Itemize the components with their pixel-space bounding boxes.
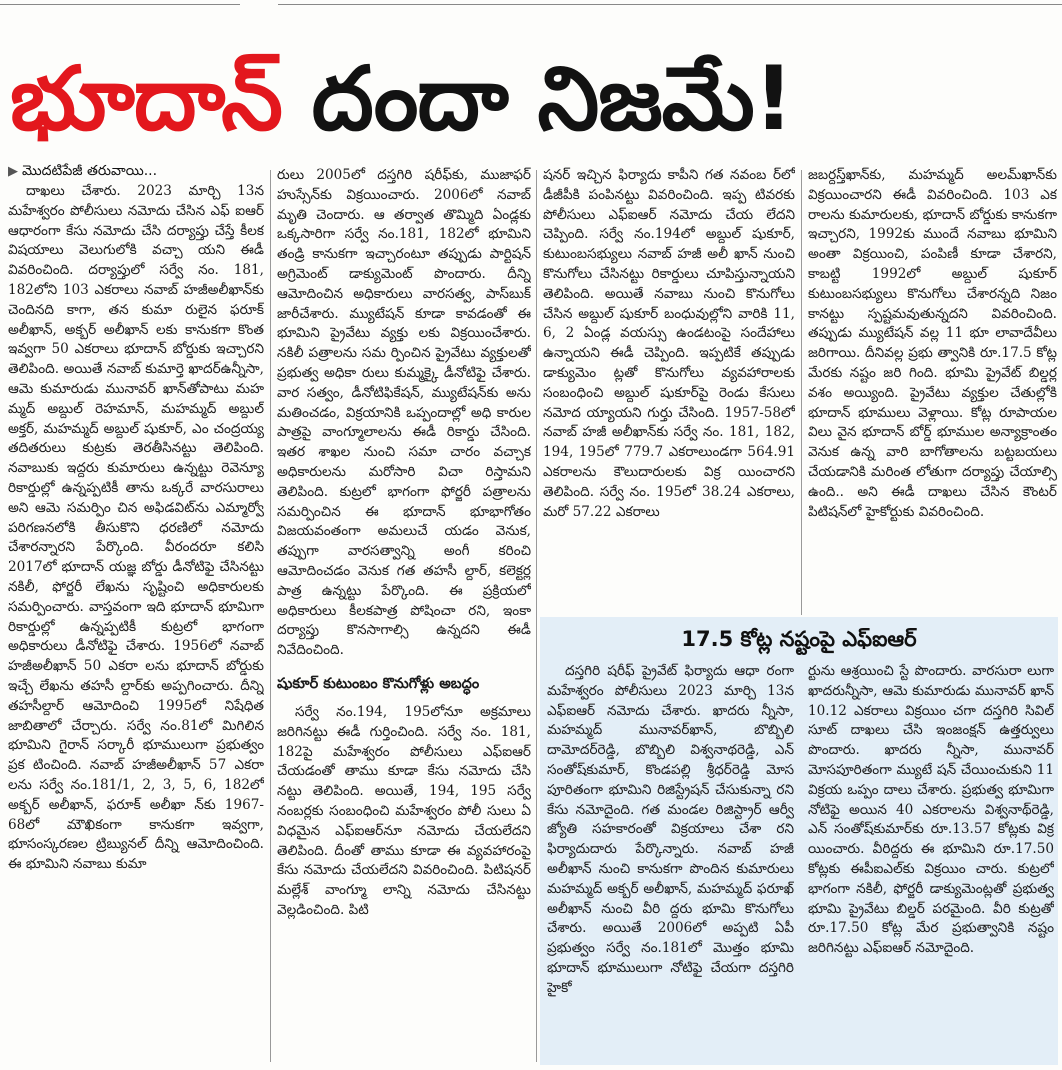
sidebar-box-right-column: [808, 662, 1054, 1060]
column-2-subheading: షుకూర్ కుటుంబం కొనుగోళ్లు అబద్ధం: [277, 675, 480, 692]
sidebar-box-right-text: ర్టును ఆశ్రయించి స్టే పొందారు. వారసురా లుగా ఖాదరున్నీసా, ఆమె కుమారుడు మునావర్ ఖాన్ 10.12 ఎకరాలు విక్రయిం చగా దస్తగిరి సివిల్ సూట్ దాఖలు చేసి ఇంజంక్షన్ ఉత్తర్వులు పొందారు. ఖాదరు న్నీసా, మునావర్ మోసపూరితంగా మ్యుటే షన్ చేయించుకుని 11 విక్రయ ఒప్పం దాలు చేశారు. ప్రభుత్వ భూమిగా నోటిఫై అయిన 40 ఎకరాలను విశ్వనాథ్‌రెడ్డి, ఎన్ సంతోష్‌కుమార్‌కు రూ.13.57 కోట్లకు విక్ర యించారు. వీరిద్దరు ఈ భూమిని రూ.17.50 కోట్లకు ఈపీఐఎల్‌కు విక్రయిం చారు. కుట్రలో భాగంగా నకిలీ, ఫోర్జరీ డాక్యుమెంట్లతో ప్రభుత్వ భూమి ప్రైవేటు బిల్డర్ పరమైంది. వీరి కుట్రతో రూ.17.50 కోట్ల మేర ప్రభుత్వానికి నష్టం జరిగినట్టు ఎఫ్ఐఆర్ నమోదైంది.: [808, 663, 1054, 957]
continued-from-text: మొదటిపేజీ తరువాయి...: [22, 163, 158, 179]
column-divider-2: [536, 170, 537, 1062]
sidebar-box-left-column: [547, 662, 794, 1060]
sidebar-box-left-text: దస్తగిరి షరీఫ్ ప్రైవేట్ ఫిర్యాదు ఆధా రంగా మహేశ్వరం పోలీసులు 2023 మార్చి 13న ఎఫ్ఐఆర్ నమోదు చేశారు. ఖాదరు న్నీసా, మహమ్మద్ మునావర్‌ఖాన్, బొబ్బిలి దామోదర్‌రెడ్డి, బొబ్బిలి విశ్వనాథరెడ్డి, ఎన్ సంతోష్‌కుమార్, కొండపల్లి శ్రీధర్‌రెడ్డి మోస పూరితంగా భూమిని రిజిస్ట్రేషన్ చేసుకున్నా రని కేసు నమోదైంది. గత మండల రిజిస్ట్రార్ ఆర్వీ జ్యోతి సహకారంతో విక్రయాలు చేశా రని ఫిర్యాదుదారు పేర్కొన్నారు. నవాబ్ హజీ అలీఖాన్ నుంచి కానుకగా పొందిన కుమారులు మహమ్మద్ అక్బర్ అలీఖాన్, మహమ్మద్ ఫరూఖ్ అలీఖాన్ నుంచి వీరి ద్దరు భూమి కొనుగోలు చేశారు. అయితే 2006లో అప్పటి ఏపీ ప్రభుత్వం సర్వే నం.181లో మొత్తం భూమి భూదాన్ భూములుగా నోటిఫై చేయగా దస్తగిరి హైకో: [547, 663, 794, 996]
sidebar-box-title: 17.5 కోట్ల నష్టంపై ఎఫ్ఐఆర్: [681, 627, 917, 651]
column-1: [8, 182, 264, 1062]
column-3-paragraph: షనర్ ఇచ్చిన ఫిర్యాదు కాపీని గత నవంబ ర్‌లో డీజీపీకి పంపినట్టు వివరించింది. ఇప్ప టివరకు పోలీసులు ఎఫ్ఐఆర్ నమోదు చేయ లేదని చెప్పింది. సర్వే నం.194లో అబ్దుల్ షుకూర్, కుటుంబసభ్యులు నవాబ్ హజీ అలీ ఖాన్ నుంచి కొనుగోలు చేసినట్టు రికార్డులు చూపిస్తున్నాయని తెలిపింది. అయితే నవాబు నుంచి కొనుగోలు చేసిన అబ్దుల్ షుకూర్ బంధువుల్లోని వారికి 11, 6, 2 ఏండ్ల వయస్సు ఉండటంపై సందేహాలు ఉన్నాయని ఈడీ చెప్పింది. ఇప్పటికే తప్పుడు డాక్యుమెం ట్లతో కొనుగోలు వ్యవహారాలకు సంబంధించి అబ్దుల్ షుకూర్‌పై రెండు కేసులు నమోద య్యాయని గుర్తు చేసింది. 1957-58లో నవాబ్ హజీ అలీఖాన్‌కు సర్వే నం. 181, 182, 194, 195లో 779.7 ఎకరాలుండగా 564.91 ఎకరాలను కౌలుదారులకు విక్ర యించారని తెలిపింది. సర్వే నం. 195లో 38.24 ఎకరాలు, మరో 57.22 ఎకరాలు: [543, 167, 795, 520]
column-divider-1: [270, 170, 271, 1062]
column-4: [808, 166, 1057, 610]
headline-red: భూదాన్: [10, 47, 282, 150]
column-divider-3: [801, 170, 802, 615]
column-2-paragraph-1: రులు 2005లో దస్తగిరి షరీఫ్‌కు, ముజాఫర్ హుస్సేన్‌కు విక్రయించారు. 2006లో నవాబ్ మృతి చెందారు. ఆ తర్వాత తొమ్మిది ఏండ్లకు ఒక్కసారిగా సర్వే నం.181, 182లో భూమిని తండ్రి కానుకగా ఇచ్చారంటూ తప్పుడు పార్టిషన్ అగ్రిమెంట్ డాక్యుమెంట్ పొందారు. దీన్ని ఆమోదించిన అధికారులు వారసత్వ, పాస్‌బుక్ జారీచేశారు. మ్యుటేషన్ కూడా కావడంతో ఈ భూమిని ప్రైవేటు వ్యక్తు లకు విక్రయించేశారు. నకిలీ పత్రాలను సమ ర్పించిన ప్రైవేటు వ్యక్తులతో ప్రభుత్వ అధికా రులు కుమ్మక్కై డీనోటిఫై చేశారు. వార సత్వం, డీనోటిఫికేషన్, మ్యుటేషన్‌కు అను మతించడం, విక్రయానికి ఒప్పందాల్లో అధి కారుల పాత్రపై వాంగ్మూలాలను ఈడీ రికార్డు చేసింది. ఇతర శాఖల నుంచి సమా చారం వచ్చాక అధికారులను మరోసారి విచా రిస్తామని తెలిపింది. కుట్రలో భాగంగా ఫోర్జరీ పత్రాలను సమర్పించిన ఈ భూదాన్ భూభాగోతం విజయవంతంగా అమలుచే యడం వెనుక, తప్పుగా వారసత్వాన్ని అంగీ కరించి ఆమోదించడం వెనుక గత తహసీ ల్దార్, కలెక్టర్ల పాత్ర ఉన్నట్టు పేర్కొంది. ఈ ప్రక్రియలో అధికారులు కీలకపాత్ర పోషించా రని, ఇంకా దర్యాప్తు కొనసాగాల్సి ఉన్నదని ఈడీ నివేదించింది.: [277, 167, 531, 659]
headline-black: దందా నిజమే!: [311, 47, 793, 150]
top-rule-right: [278, 4, 1062, 5]
column-2: [277, 166, 531, 1062]
column-1-paragraph: దాఖలు చేశారు. 2023 మార్చి 13న మహేశ్వరం పోలీసులు నమోదు చేసిన ఎఫ్ ఐఆర్ ఆధారంగా కేసు నమోదు చేసి దర్యాప్తు చేస్తే కీలక విషయాలు వెలుగులోకి వచ్చా యని ఈడీ వివరించింది. దర్యాప్తులో సర్వే నం. 181, 182లోని 103 ఎకరాలు నవాబ్ హజీఅలీఖాన్‌కు చెందినది కాగా, తన కుమా రులైన ఫరూక్ అలీఖాన్, అక్బర్ అలీఖాన్ లకు కానుకగా కొంత ఇవ్వగా 50 ఎకరాలు భూదాన్ బోర్డుకు ఇచ్చారని తెలిపింది. అయితే నవాబ్ కుమార్తె ఖాదర్‌ఉన్నీసా, ఆమె కుమారుడు మునావర్ ఖాన్‌తోపాటు మహ మ్మద్ అబ్దుల్ రెహమాన్, మహమ్మద్ అబ్దుల్ అక్తర్, మహమ్మద్ అబ్దుల్ షుకూర్, ఎం చంద్రయ్య తదితరులు కుట్రకు తెరతీసినట్టు తెలిపింది. నవాబుకు ఇద్దరు కుమారులు ఉన్నట్టు రెవెన్యూ రికార్డుల్లో ఉన్నప్పటికీ తాను ఒక్కరే వారసురాలు అని ఆమె సమర్పిం చిన అఫిడవిట్‌ను ఎమ్మార్వో పరిగణనలోకి తీసుకొని ధరణిలో నమోదు చేశారన్నారని పేర్కొంది. వీరందరూ కలిసి 2017లో భూదాన్ యజ్ఞ బోర్డు డీనోటిఫై చేసినట్టు నకిలీ, ఫోర్జరీ లేఖను సృష్టించి అధికారులకు సమర్పించారు. వాస్తవంగా ఇది భూదాన్ భూమిగా రికార్డుల్లో ఉన్నప్పటికీ కుట్రలో భాగంగా అధికారులు డీనోటిఫై చేశారు. 1956లో నవాబ్ హజీఅలీఖాన్ 50 ఎకరా లను భూదాన్ బోర్డుకు ఇచ్చే లేఖను తహసీ ల్దార్‌కు అప్పగించారు. దీన్ని తహసీల్దార్ ఆమోదించి 1995లో నిషేధిత జాబితాలో చేర్చారు. సర్వే నం.81లో మిగిలిన భూమిని గైరాన్ సర్కారీ భూములుగా ప్రభుత్వం ప్రక టించింది. నవాబ్ హజీఅలీఖాన్ 57 ఎకరా లను సర్వే నం.181/1, 2, 3, 5, 6, 182లో అక్బర్ అలీఖాన్, ఫరూక్ అలీఖా న్‌కు 1967-68లో మౌఖికంగా కానుకగా ఇవ్వగా, భూసంస్కరణల ట్రిబ్యునల్ దీన్ని ఆమోదించింది. ఈ భూమిని నవాబు కుమా: [8, 183, 264, 873]
continued-from-label: [8, 160, 157, 182]
top-rule-left: [0, 4, 240, 5]
headline: [10, 38, 1055, 160]
chevron-right-icon: ▶: [8, 164, 18, 179]
column-4-paragraph: జబర్దస్త్‌ఖాన్‌కు, మహమ్మద్ అలమ్‌ఖాన్‌కు విక్రయించారని ఈడీ వివరించింది. 103 ఎక రాలను కుమారులకు, భూదాన్ బోర్డుకు కానుకగా ఇచ్చారని, 1992కు ముందే నవాబు భూమిని అంతా విక్రయించి, పంపిణీ కూడా చేశారని, కాబట్టి 1992లో అబ్దుల్ షుకూర్ కుటుంబసభ్యులు కొనుగోలు చేశారన్నది నిజం కానట్టు స్పష్టమవుతున్నదని వివరించింది. తప్పుడు మ్యుటేషన్ వల్ల 11 భూ లావాదేవీలు జరిగాయి. దీనివల్ల ప్రభు త్వానికి రూ.17.5 కోట్ల మేరకు నష్టం జరి గింది. భూమి ప్రైవేట్ బిల్డర్ల వశం అయ్యింది. ప్రైవేటు వ్యక్తుల చేతుల్లోకి భూదాన్ భూములు వెళ్లాయి. కోట్ల రూపాయల విలు వైన భూదాన్ బోర్డ్ భూముల అన్యాక్రాంతం వెనుక ఉన్న వారి బాగోతాలను బట్టబయలు చేయడానికి మరింత లోతుగా దర్యాప్తు చేయాల్సి ఉంది.. అని ఈడీ దాఖలు చేసిన కౌంటర్ పిటిషన్‌లో హైకోర్టుకు వివరించింది.: [808, 167, 1057, 520]
column-3: [543, 166, 795, 610]
column-2-paragraph-2: సర్వే నం.194, 195లోనూ అక్రమాలు జరిగినట్టు ఈడీ గుర్తించింది. సర్వే నం. 181, 182పై మహేశ్వరం పోలీసులు ఎఫ్ఐఆర్ చేయడంతో తాము కూడా కేసు నమోదు చేసి నట్టు తెలిపింది. అయితే, 194, 195 సర్వే నంబర్లకు సంబంధించి మహేశ్వరం పోలీ సులు ఏ విధమైన ఎఫ్ఐఆర్‌నూ నమోదు చేయలేదని తెలిపింది. దీంతో తాము కూడా ఈ వ్యవహారంపై కేసు నమోదు చేయలేదని వివరించింది. పిటిషనర్ మల్లేశ్ వాంగ్మూ లాన్ని నమోదు చేసినట్టు వెల్లడించింది. పిటి: [277, 703, 531, 918]
